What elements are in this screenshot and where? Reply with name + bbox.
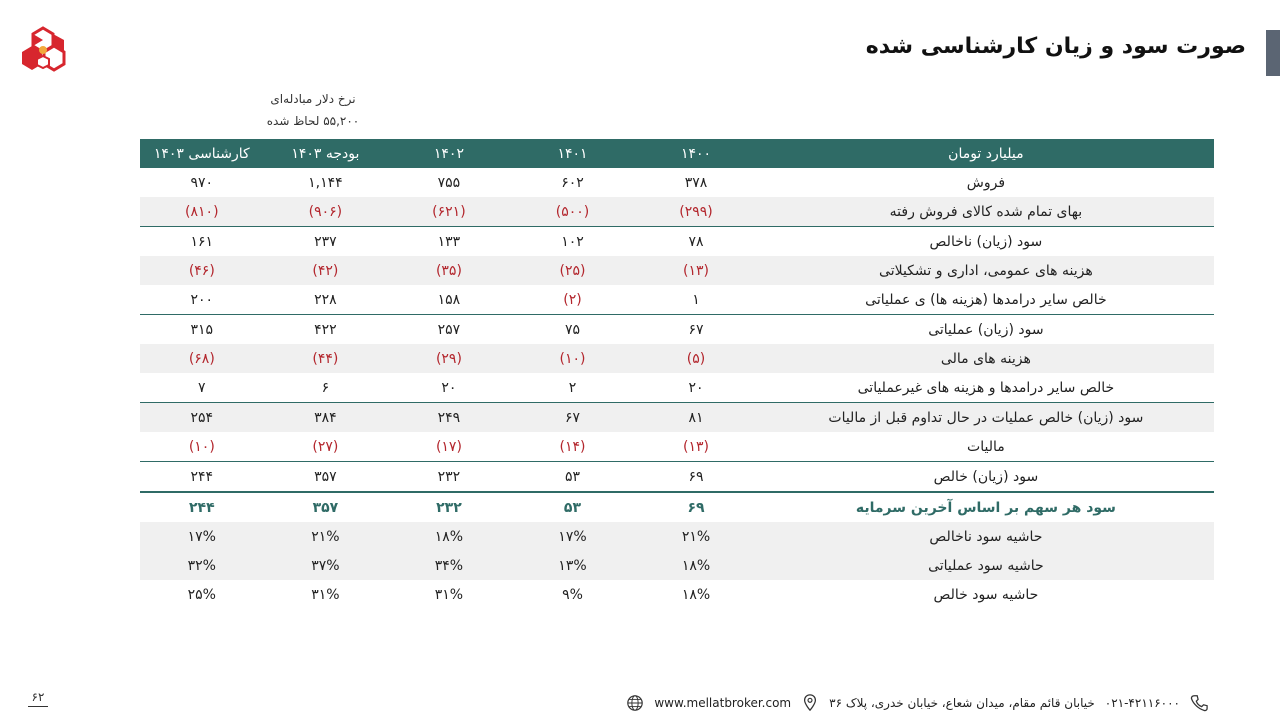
row-value: ۲۲۸	[314, 291, 337, 308]
header-1400: ۱۴۰۰	[634, 139, 758, 168]
row-value: ۲۱%	[264, 522, 388, 551]
row-label: خالص سایر درامدها (هزینه ها) ی عملیاتی	[865, 291, 1107, 308]
row-value: ۲۰	[441, 379, 457, 396]
row-label: حاشیه سود عملیاتی	[758, 551, 1214, 580]
row-label: مالیات	[967, 438, 1005, 455]
row-value: ۶۰۲	[561, 174, 584, 191]
row-value: ۲۴۴	[140, 462, 264, 493]
row-label: سود (زیان) ناخالص	[758, 227, 1214, 257]
phone-icon	[1190, 694, 1208, 712]
row-value: ۷۸	[634, 227, 758, 257]
row-value: ۳۱%	[311, 586, 340, 603]
row-value: (۵)	[634, 344, 758, 373]
row-value: ۳۵۷	[264, 492, 388, 522]
row-value: ۱۷%	[140, 522, 264, 551]
exchange-rate-line-2: ۵۵,۲۰۰ لحاظ شده	[266, 114, 360, 128]
row-value: ۲	[568, 379, 577, 396]
table-row	[140, 580, 1214, 609]
footer-phone: ۰۲۱-۴۲۱۱۶۰۰۰	[1104, 696, 1180, 710]
exchange-rate-line-1: نرخ دلار مبادله‌ای	[270, 92, 356, 106]
row-value: (۱۳)	[634, 256, 758, 285]
row-value: (۴۶)	[140, 256, 264, 285]
row-value: ۱۵۸	[437, 291, 461, 308]
row-value: ۷۵	[511, 315, 635, 345]
header-budget-1403: بودجه ۱۴۰۳	[264, 139, 388, 168]
table-row	[140, 373, 1214, 403]
row-value: ۳۸۴	[264, 403, 388, 433]
row-value: (۲۹)	[387, 344, 511, 373]
header-1402: ۱۴۰۲	[387, 139, 511, 168]
row-value: ۳۱%	[434, 586, 464, 603]
row-value: ۲۵۴	[140, 403, 264, 433]
row-value: ۱۳%	[511, 551, 635, 580]
header-unit: میلیارد تومان	[758, 139, 1214, 168]
row-value: ۲۳۲	[387, 462, 511, 493]
row-value: ۶۹	[634, 492, 758, 522]
row-label: خالص سایر درامدها و هزینه های غیرعملیاتی	[857, 379, 1115, 396]
row-value: ۲۴۹	[387, 403, 511, 433]
row-value: (۵۰۰)	[511, 197, 635, 227]
row-value: (۱۰)	[188, 438, 215, 455]
row-value: ۹۷۰	[190, 174, 214, 191]
row-value: (۶۲۱)	[387, 197, 511, 227]
row-value: ۲۴۴	[140, 492, 264, 522]
table-row	[140, 256, 1214, 285]
row-value: ۵۳	[511, 492, 635, 522]
row-value: (۹۰۶)	[264, 197, 388, 227]
income-statement-table	[140, 139, 1214, 609]
row-value: ۱۸%	[634, 551, 758, 580]
row-label: حاشیه سود خالص	[933, 586, 1039, 603]
row-value: ۳۱۵	[140, 315, 264, 345]
table-row	[140, 462, 1214, 493]
row-value: ۳۵۷	[264, 462, 388, 493]
footer-address: خیابان قائم مقام، میدان شعاع، خیابان خدری، پلاک ۳۶	[829, 696, 1095, 710]
row-label: سود (زیان) عملیاتی	[758, 315, 1214, 345]
table-row	[140, 432, 1214, 462]
table-row	[140, 492, 1214, 522]
row-value: ۵۳	[511, 462, 635, 493]
table-row	[140, 403, 1214, 433]
row-value: ۱	[692, 291, 700, 308]
row-value: ۶	[321, 379, 330, 396]
row-label: فروش	[966, 174, 1006, 191]
row-value: ۷	[198, 379, 206, 396]
row-value: (۴۴)	[264, 344, 388, 373]
row-value: (۲۵)	[511, 256, 635, 285]
row-value: ۲۵%	[187, 586, 216, 603]
row-value: (۴۲)	[264, 256, 388, 285]
row-value: (۱۰)	[511, 344, 635, 373]
table-row	[140, 315, 1214, 345]
header-1401: ۱۴۰۱	[511, 139, 635, 168]
page-number: ۶۲	[28, 690, 48, 707]
row-value: ۳۷%	[264, 551, 388, 580]
table-row	[140, 227, 1214, 257]
title-accent-bar	[1266, 30, 1280, 76]
footer-website[interactable]: www.mellatbroker.com	[654, 696, 792, 710]
table-row	[140, 522, 1214, 551]
globe-icon	[626, 694, 644, 712]
row-value: ۱,۱۴۴	[308, 174, 343, 191]
table-row	[140, 285, 1214, 315]
row-value: ۶۷	[511, 403, 635, 433]
table-row	[140, 344, 1214, 373]
row-value: (۲۷)	[312, 438, 339, 455]
location-pin-icon	[801, 694, 819, 712]
table-row	[140, 551, 1214, 580]
row-value: ۲۵۷	[387, 315, 511, 345]
row-label: حاشیه سود ناخالص	[758, 522, 1214, 551]
row-value: ۷۵۵	[437, 174, 461, 191]
row-value: (۸۱۰)	[140, 197, 264, 227]
row-value: (۲۹۹)	[634, 197, 758, 227]
row-value: ۲۱%	[634, 522, 758, 551]
row-value: ۱۷%	[511, 522, 635, 551]
row-value: ۳۷۸	[684, 174, 708, 191]
row-label: سود هر سهم بر اساس آخرین سرمایه	[758, 492, 1214, 522]
row-value: (۳۵)	[387, 256, 511, 285]
row-value: ۹%	[562, 586, 583, 603]
row-value: ۲۳۷	[264, 227, 388, 257]
row-value: ۳۲%	[140, 551, 264, 580]
row-value: ۱۸%	[681, 586, 711, 603]
table-header-row	[140, 139, 1214, 168]
header-expert-1403: کارشناسی ۱۴۰۳	[140, 139, 264, 168]
row-value: (۶۸)	[140, 344, 264, 373]
row-value: ۱۰۲	[511, 227, 635, 257]
row-label: سود (زیان) خالص عملیات در حال تداوم قبل از مالیات	[758, 403, 1214, 433]
row-value: (۱۴)	[559, 438, 586, 455]
row-label: هزینه های مالی	[758, 344, 1214, 373]
footer	[626, 694, 1208, 712]
page-title: صورت سود و زیان کارشناسی شده	[865, 34, 1246, 59]
row-label: هزینه های عمومی، اداری و تشکیلاتی	[758, 256, 1214, 285]
row-value: ۶۹	[634, 462, 758, 493]
row-value: (۱۷)	[435, 438, 462, 455]
row-value: ۱۸%	[387, 522, 511, 551]
company-logo-icon	[20, 26, 66, 76]
row-value: ۱۳۳	[387, 227, 511, 257]
row-value: ۱۶۱	[140, 227, 264, 257]
exchange-rate-note	[258, 88, 368, 132]
row-value: ۴۲۲	[264, 315, 388, 345]
row-label: سود (زیان) خالص	[758, 462, 1214, 493]
row-value: (۱۳)	[683, 438, 710, 455]
row-value: ۲۰	[688, 379, 704, 396]
row-value: ۳۴%	[387, 551, 511, 580]
row-label: بهای تمام شده کالای فروش رفته	[758, 197, 1214, 227]
row-value: ۸۱	[634, 403, 758, 433]
row-value: ۲۰۰	[190, 291, 214, 308]
row-value: (۲)	[563, 291, 582, 308]
table-row	[140, 197, 1214, 227]
table-row	[140, 168, 1214, 197]
row-value: ۶۷	[634, 315, 758, 345]
row-value: ۲۳۲	[387, 492, 511, 522]
